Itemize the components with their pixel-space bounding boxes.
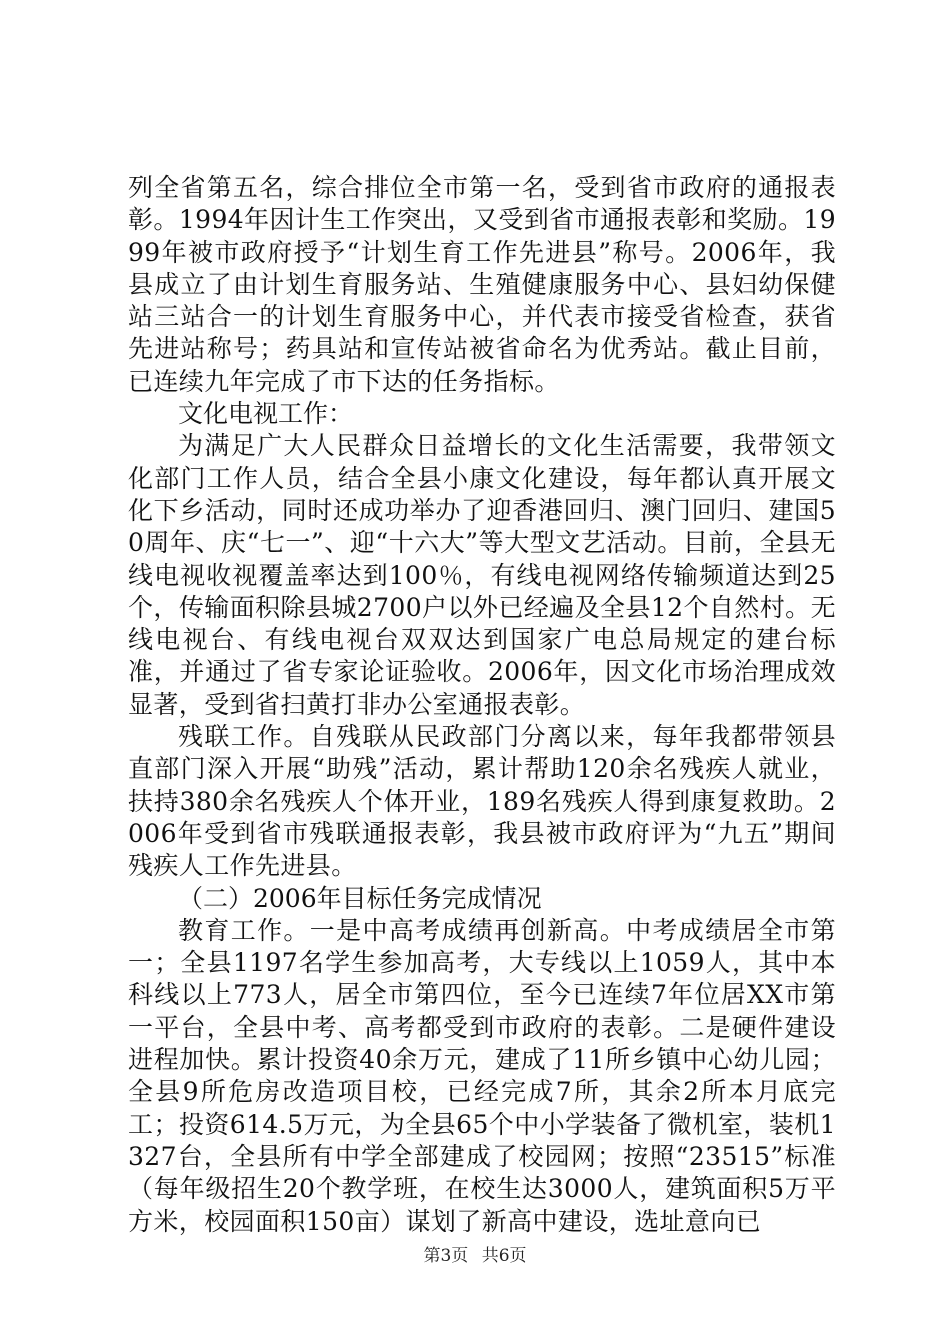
heading-2006-targets: （二）2006年目标任务完成情况: [178, 883, 542, 913]
heading-culture-tv: 文化电视工作：: [178, 399, 354, 429]
paragraph-education: 教育工作。一是中高考成绩再创新高。中考成绩居全市第一；全县1197名学生参加高考，大专线以上1059人，其中本科线以上773人，居全市第四位，至今已连续7年位居XX市第一平台，全县中考、高考都受到市政府的表彰。二是硬件建设进程加快。累计投资40余万元，建成了11所乡镇中心幼儿园；全县9所危房改造项目校，已经完成7所，其余2所本月底完工；投资614.5万元，为全县65个中小学装备了微机室，装机1327台，全县所有中学全部建成了校园网；按照“23515”标准（每年级招生20个教学班，在校生达3000人，建筑面积5万平方米，校园面积150亩）谋划了新高中建设，选址意向已: [128, 915, 836, 1236]
paragraph-family-planning-continued: 列全省第五名，综合排位全市第一名，受到省市政府的通报表彰。1994年因计生工作突出，又受到省市通报表彰和奖励。1999年被市政府授予“计划生育工作先进县”称号。2006年，我县成立了由计划生育服务站、生殖健康服务中心、县妇幼保健站三站合一的计划生育服务中心，并代表市接受省检查，获省先进站称号；药具站和宣传站被省命名为优秀站。截止目前，已连续九年完成了市下达的任务指标。: [128, 173, 836, 396]
page-total: 共6页: [481, 1246, 527, 1266]
paragraph-disabled-federation: 残联工作。自残联从民政部门分离以来，每年我都带领县直部门深入开展“助残”活动，累计帮助120余名残疾人就业，扶持380余名残疾人个体开业，189名残疾人得到康复救助。2006年受到省市残联通报表彰，我县被市政府评为“九五”期间残疾人工作先进县。: [128, 722, 836, 881]
paragraph-culture-tv: 为满足广大人民群众日益增长的文化生活需要，我带领文化部门工作人员，结合全县小康文化建设，每年都认真开展文化下乡活动，同时还成功举办了迎香港回归、澳门回归、建国50周年、庆“七一”、迎“十六大”等大型文艺活动。目前，全县无线电视收视覆盖率达到100％，有线电视网络传输频道达到25个，传输面积除县城2700户以外已经遍及全县12个自然村。无线电视台、有线电视台双双达到国家广电总局规定的建台标准，并通过了省专家论证验收。2006年，因文化市场治理成效显著，受到省扫黄打非办公室通报表彰。: [128, 431, 836, 719]
page-number: 第3页: [423, 1246, 469, 1266]
document-body: [128, 172, 836, 1238]
page-footer: [0, 1244, 950, 1268]
